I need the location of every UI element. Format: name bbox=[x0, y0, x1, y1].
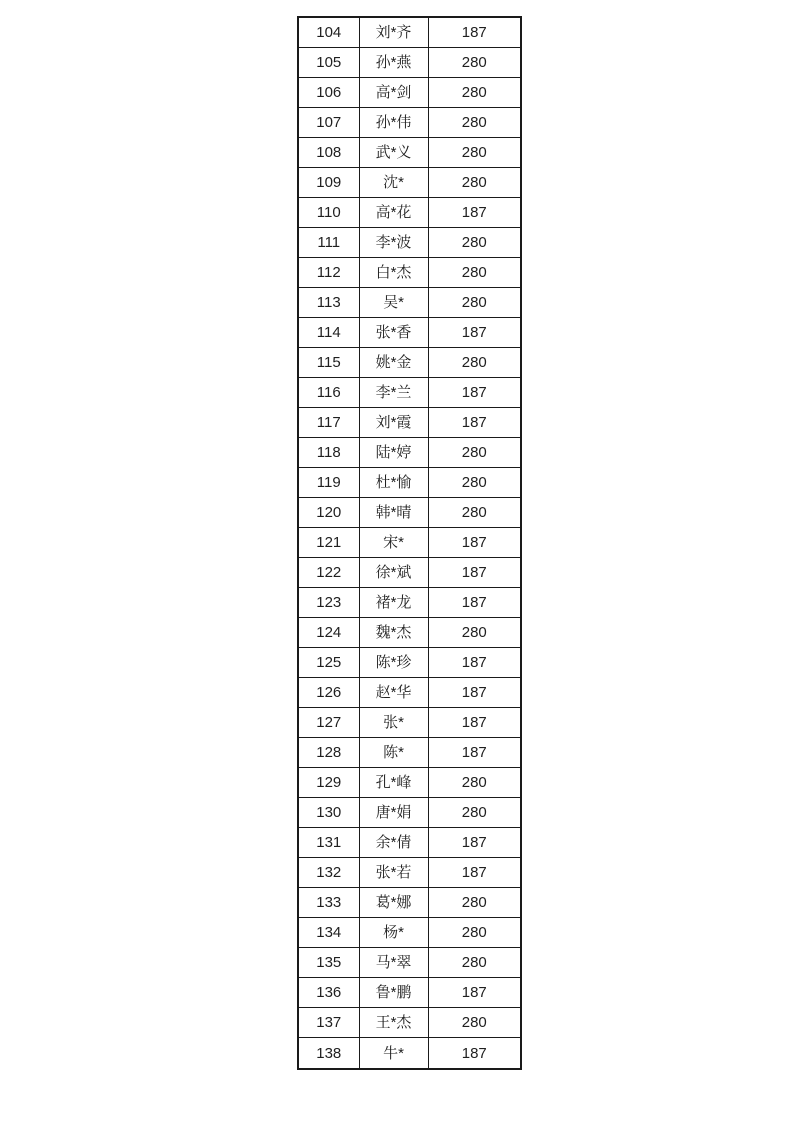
name-cell: 韩*晴 bbox=[359, 498, 428, 528]
name-cell: 刘*霞 bbox=[359, 408, 428, 438]
value-cell: 187 bbox=[428, 528, 521, 558]
name-cell: 沈* bbox=[359, 168, 428, 198]
table-row bbox=[298, 1038, 521, 1069]
name-cell: 张*若 bbox=[359, 858, 428, 888]
row-number-cell: 110 bbox=[298, 198, 359, 228]
value-cell: 187 bbox=[428, 17, 521, 48]
name-cell: 李*兰 bbox=[359, 378, 428, 408]
row-number-cell: 128 bbox=[298, 738, 359, 768]
value-cell: 187 bbox=[428, 378, 521, 408]
value-cell: 280 bbox=[428, 348, 521, 378]
value-cell: 187 bbox=[428, 738, 521, 768]
name-cell: 吴* bbox=[359, 288, 428, 318]
table-row bbox=[298, 168, 521, 198]
name-cell: 陈* bbox=[359, 738, 428, 768]
value-cell: 280 bbox=[428, 48, 521, 78]
row-number-cell: 131 bbox=[298, 828, 359, 858]
table-row bbox=[298, 498, 521, 528]
name-cell: 徐*斌 bbox=[359, 558, 428, 588]
row-number-cell: 119 bbox=[298, 468, 359, 498]
name-cell: 杨* bbox=[359, 918, 428, 948]
table-row bbox=[298, 678, 521, 708]
row-number-cell: 117 bbox=[298, 408, 359, 438]
value-cell: 187 bbox=[428, 978, 521, 1008]
table-row bbox=[298, 228, 521, 258]
name-cell: 牛* bbox=[359, 1038, 428, 1069]
row-number-cell: 133 bbox=[298, 888, 359, 918]
row-number-cell: 115 bbox=[298, 348, 359, 378]
name-cell: 杜*愉 bbox=[359, 468, 428, 498]
value-cell: 280 bbox=[428, 228, 521, 258]
table-row bbox=[298, 858, 521, 888]
row-number-cell: 112 bbox=[298, 258, 359, 288]
value-cell: 280 bbox=[428, 258, 521, 288]
row-number-cell: 105 bbox=[298, 48, 359, 78]
row-number-cell: 127 bbox=[298, 708, 359, 738]
name-cell: 孙*伟 bbox=[359, 108, 428, 138]
value-cell: 187 bbox=[428, 588, 521, 618]
name-cell: 余*倩 bbox=[359, 828, 428, 858]
table-row bbox=[298, 918, 521, 948]
table-row bbox=[298, 78, 521, 108]
value-cell: 280 bbox=[428, 288, 521, 318]
value-cell: 187 bbox=[428, 828, 521, 858]
value-cell: 187 bbox=[428, 198, 521, 228]
row-number-cell: 121 bbox=[298, 528, 359, 558]
table-row bbox=[298, 648, 521, 678]
table-row bbox=[298, 738, 521, 768]
table-row bbox=[298, 528, 521, 558]
value-cell: 187 bbox=[428, 408, 521, 438]
name-cell: 刘*齐 bbox=[359, 17, 428, 48]
row-number-cell: 134 bbox=[298, 918, 359, 948]
row-number-cell: 138 bbox=[298, 1038, 359, 1069]
value-cell: 280 bbox=[428, 888, 521, 918]
name-cell: 孙*燕 bbox=[359, 48, 428, 78]
row-number-cell: 111 bbox=[298, 228, 359, 258]
row-number-cell: 108 bbox=[298, 138, 359, 168]
name-cell: 姚*金 bbox=[359, 348, 428, 378]
row-number-cell: 126 bbox=[298, 678, 359, 708]
row-number-cell: 120 bbox=[298, 498, 359, 528]
value-cell: 187 bbox=[428, 708, 521, 738]
row-number-cell: 107 bbox=[298, 108, 359, 138]
value-cell: 280 bbox=[428, 918, 521, 948]
name-cell: 张*香 bbox=[359, 318, 428, 348]
name-cell: 张* bbox=[359, 708, 428, 738]
row-number-cell: 124 bbox=[298, 618, 359, 648]
name-cell: 唐*娟 bbox=[359, 798, 428, 828]
roster-table-body bbox=[298, 17, 521, 1069]
value-cell: 280 bbox=[428, 1008, 521, 1038]
value-cell: 187 bbox=[428, 858, 521, 888]
value-cell: 280 bbox=[428, 108, 521, 138]
table-row bbox=[298, 198, 521, 228]
name-cell: 魏*杰 bbox=[359, 618, 428, 648]
table-row bbox=[298, 1008, 521, 1038]
row-number-cell: 116 bbox=[298, 378, 359, 408]
table-row bbox=[298, 138, 521, 168]
table-row bbox=[298, 588, 521, 618]
value-cell: 187 bbox=[428, 318, 521, 348]
value-cell: 187 bbox=[428, 1038, 521, 1069]
table-row bbox=[298, 438, 521, 468]
name-cell: 陆*婷 bbox=[359, 438, 428, 468]
table-row bbox=[298, 978, 521, 1008]
row-number-cell: 137 bbox=[298, 1008, 359, 1038]
value-cell: 280 bbox=[428, 468, 521, 498]
table-row bbox=[298, 768, 521, 798]
table-row bbox=[298, 618, 521, 648]
name-cell: 白*杰 bbox=[359, 258, 428, 288]
table-row bbox=[298, 378, 521, 408]
name-cell: 葛*娜 bbox=[359, 888, 428, 918]
row-number-cell: 125 bbox=[298, 648, 359, 678]
table-row bbox=[298, 708, 521, 738]
value-cell: 280 bbox=[428, 168, 521, 198]
name-cell: 李*波 bbox=[359, 228, 428, 258]
name-cell: 高*花 bbox=[359, 198, 428, 228]
table-row bbox=[298, 828, 521, 858]
name-cell: 褚*龙 bbox=[359, 588, 428, 618]
name-cell: 高*剑 bbox=[359, 78, 428, 108]
value-cell: 280 bbox=[428, 498, 521, 528]
table-row bbox=[298, 888, 521, 918]
table-row bbox=[298, 948, 521, 978]
value-cell: 280 bbox=[428, 78, 521, 108]
table-row bbox=[298, 348, 521, 378]
value-cell: 280 bbox=[428, 138, 521, 168]
row-number-cell: 104 bbox=[298, 17, 359, 48]
row-number-cell: 123 bbox=[298, 588, 359, 618]
name-cell: 孔*峰 bbox=[359, 768, 428, 798]
row-number-cell: 106 bbox=[298, 78, 359, 108]
row-number-cell: 135 bbox=[298, 948, 359, 978]
table-row bbox=[298, 48, 521, 78]
row-number-cell: 114 bbox=[298, 318, 359, 348]
row-number-cell: 109 bbox=[298, 168, 359, 198]
name-cell: 赵*华 bbox=[359, 678, 428, 708]
row-number-cell: 118 bbox=[298, 438, 359, 468]
value-cell: 280 bbox=[428, 798, 521, 828]
name-cell: 武*义 bbox=[359, 138, 428, 168]
value-cell: 280 bbox=[428, 438, 521, 468]
roster-table bbox=[297, 16, 522, 1070]
name-cell: 马*翠 bbox=[359, 948, 428, 978]
table-row bbox=[298, 408, 521, 438]
value-cell: 187 bbox=[428, 558, 521, 588]
value-cell: 280 bbox=[428, 618, 521, 648]
table-row bbox=[298, 17, 521, 48]
table-row bbox=[298, 288, 521, 318]
value-cell: 187 bbox=[428, 648, 521, 678]
name-cell: 王*杰 bbox=[359, 1008, 428, 1038]
row-number-cell: 132 bbox=[298, 858, 359, 888]
row-number-cell: 130 bbox=[298, 798, 359, 828]
row-number-cell: 122 bbox=[298, 558, 359, 588]
value-cell: 187 bbox=[428, 678, 521, 708]
name-cell: 宋* bbox=[359, 528, 428, 558]
table-row bbox=[298, 258, 521, 288]
row-number-cell: 113 bbox=[298, 288, 359, 318]
table-row bbox=[298, 318, 521, 348]
name-cell: 陈*珍 bbox=[359, 648, 428, 678]
name-cell: 鲁*鹏 bbox=[359, 978, 428, 1008]
value-cell: 280 bbox=[428, 768, 521, 798]
table-row bbox=[298, 468, 521, 498]
table-row bbox=[298, 108, 521, 138]
value-cell: 280 bbox=[428, 948, 521, 978]
row-number-cell: 136 bbox=[298, 978, 359, 1008]
table-row bbox=[298, 798, 521, 828]
row-number-cell: 129 bbox=[298, 768, 359, 798]
table-row bbox=[298, 558, 521, 588]
